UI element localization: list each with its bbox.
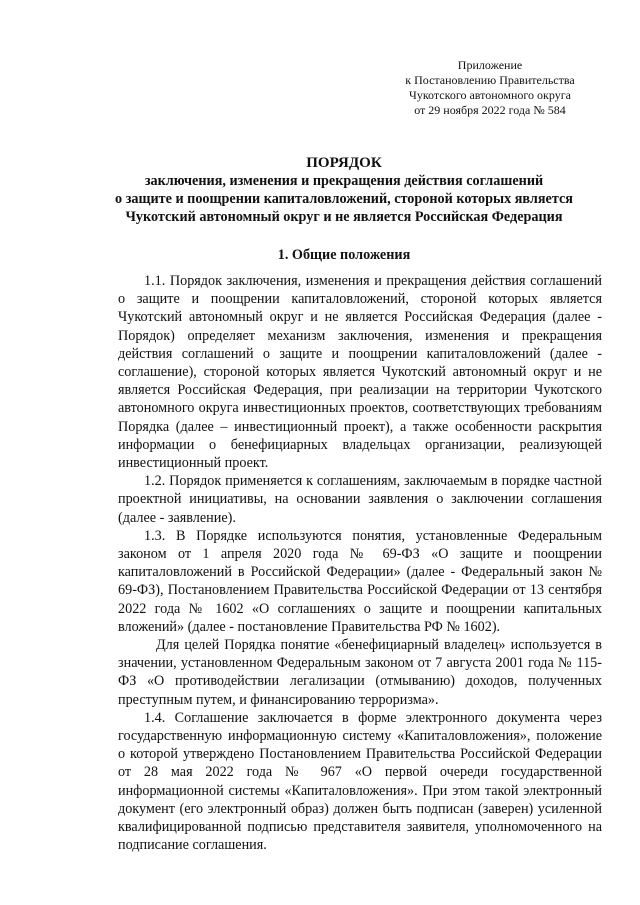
appendix-label: Приложение [457,58,523,72]
document-body [118,272,602,855]
title-line-2: о защите и поощрении капиталовложений, стороной которых является [115,191,573,207]
title-line-1: заключения, изменения и прекращения действия соглашений [144,173,544,189]
document-title [92,154,596,226]
paragraph-1-4: 1.4. Соглашение заключается в форме электронного документа через государственную информационную систему «Капиталовложения», положение о которой утверждено Постановлением Правительства Российской Федерации от 28 мая 2022 года № 967 «О первой очереди государственной информационной системы «Капиталовложения». При этом такой электронный документ (его электронный образ) должен быть подписан (заверен) усиленной квалифицированной подписью представителя заявителя, уполномоченного на подписание соглашения. [118,709,602,854]
paragraph-1-2: 1.2. Порядок применяется к соглашениям, заключаемым в порядке частной проектной инициативы, на основании заявления о заключении соглашения (далее - заявление). [118,473,602,526]
appendix-block [376,58,604,118]
section-heading: 1. Общие положения [277,247,411,263]
paragraph-1-3: 1.3. В Порядке используются понятия, установленные Федеральным законом от 1 апреля 2020 года № 69-ФЗ «О защите и поощрении капиталовложений в Российской Федерации» (далее - Федеральный закон № 69-ФЗ), Постановлением Правительства Российской Федерации от 13 сентября 2022 года № 1602 «О соглашениях о защите и поощрении капитальных вложений» (далее - постановление Правительства РФ № 1602). [118,527,602,635]
paragraph-beneficiary: Для целей Порядка понятие «бенефициарный владелец» используется в значении, установленном Федеральным законом от 7 августа 2001 года № 115-ФЗ «О противодействии легализации (отмыванию) доходов, полученных преступным путем, и финансированию терроризма». [118,637,602,708]
appendix-date-number: от 29 ноября 2022 года № 584 [414,103,566,117]
appendix-region: Чукотского автономного округа [409,88,571,102]
title-line-3: Чукотский автономный округ и не является Российская Федерация [125,209,563,225]
paragraph-1-1: 1.1. Порядок заключения, изменения и прекращения действия соглашений о защите и поощрении капиталовложений, стороной которых является Чукотский автономный округ и не является Российская Федерация (далее - Порядок) определяет механизм заключения, изменения и прекращения действия соглашений о защите и поощрении капиталовложений (далее - соглашение), стороной которых является Чукотский автономный округ и не является Российская Федерация, при реализации на территории Чукотского автономного округа инвестиционных проектов, соответствующих требованиям Порядка (далее – инвестиционный проект), а также особенности раскрытия информации о бенефициарных владельцах организации, реализующей инвестиционный проект. [118,273,602,472]
title-main: ПОРЯДОК [306,155,382,171]
appendix-resolution: к Постановлению Правительства [405,73,575,87]
